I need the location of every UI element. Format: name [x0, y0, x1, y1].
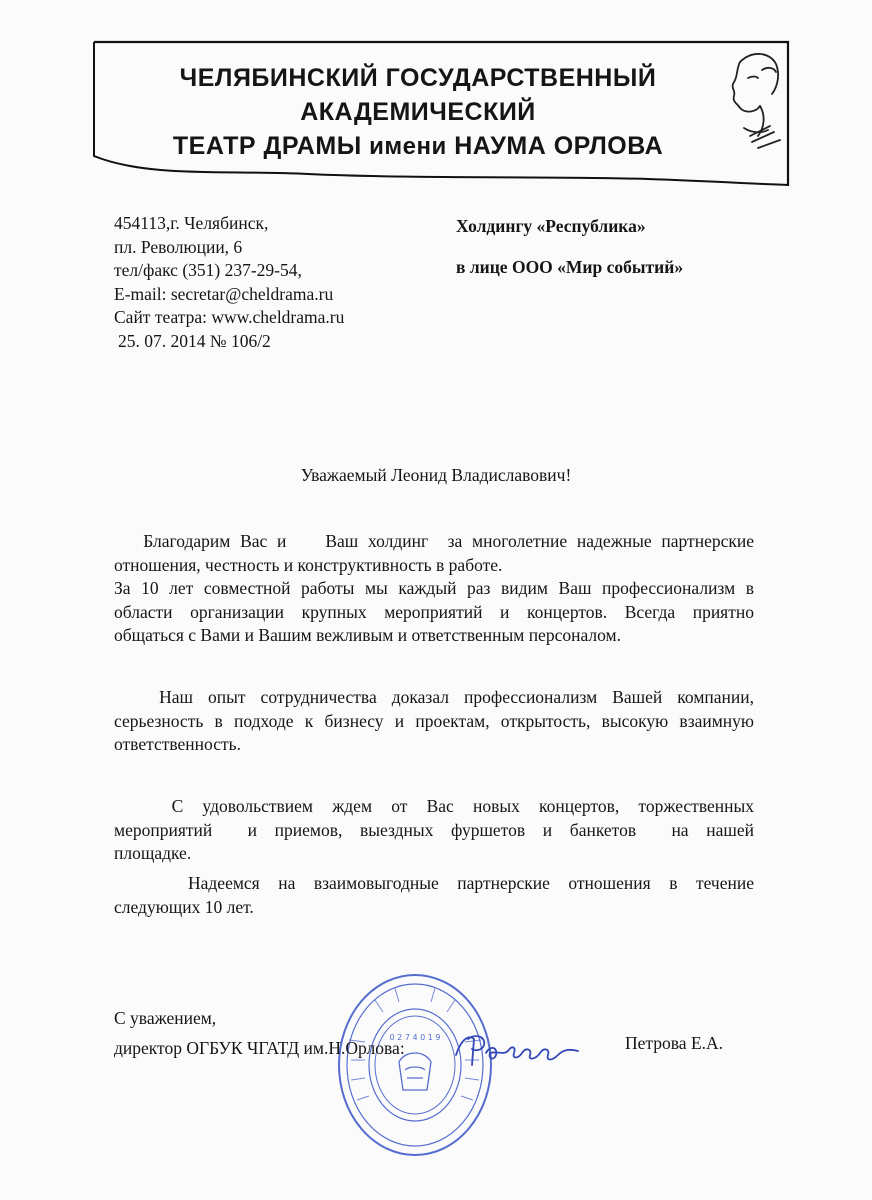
paragraph-1	[114, 530, 754, 577]
letterhead-line-3b: имени	[369, 133, 447, 160]
address-street: пл. Революции, 6	[114, 236, 243, 257]
recipient-line-1: Холдингу «Республика»	[456, 216, 646, 236]
address-postal: 454113,г. Челябинск,	[114, 213, 269, 233]
letterhead-line-3	[88, 132, 748, 161]
paragraph-1-line-1: Благодарим Вас и Ваш холдинг за многолетние надежные партнерские	[114, 531, 754, 551]
paragraph-4-line-1: С удовольствием ждем от Вас новых концертов, торжественных	[114, 796, 754, 816]
signoff-name: Петрова Е.А.	[625, 1033, 724, 1053]
letterhead-line-2: АКАДЕМИЧЕСКИЙ	[300, 98, 536, 126]
paragraph-2-line-1: За 10 лет совместной работы мы каждый раз видим Ваш профессионализм в	[114, 578, 754, 598]
portrait-sketch-logo	[700, 42, 790, 192]
letter-date-number: 25. 07. 2014 № 106/2	[118, 330, 271, 351]
paragraph-1-line-2: отношения, честность и конструктивность в работе.	[114, 554, 503, 575]
paragraph-3	[114, 686, 754, 757]
address-phone: тел/факс (351) 237-29-54,	[114, 260, 302, 280]
paragraph-4-line-2: мероприятий и приемов, выездных фуршетов и банкетов на нашей	[114, 819, 754, 840]
paragraph-5	[114, 872, 754, 919]
paragraph-2-line-2: области организации крупных мероприятий и концертов. Всегда приятно	[114, 601, 754, 622]
recipient-block	[456, 216, 683, 278]
greeting: Уважаемый Леонид Владиславович!	[300, 465, 572, 485]
signoff-position: директор ОГБУК ЧГАТД им.Н.Орлова:	[114, 1038, 405, 1058]
paragraph-3-line-3: ответственность.	[114, 734, 241, 754]
address-email: E-mail: secretar@cheldrama.ru	[114, 283, 334, 304]
signoff-regards: С уважением,	[114, 1008, 217, 1028]
signoff-block	[114, 1003, 405, 1063]
paragraph-3-line-1: Наш опыт сотрудничества доказал профессионализм Вашей компании,	[114, 687, 754, 707]
recipient-line-2: в лице ООО «Мир событий»	[456, 257, 684, 277]
letterhead-line-3a: ТЕАТР ДРАМЫ	[172, 132, 362, 160]
paragraph-5-line-1: Надеемся на взаимовыгодные партнерские отношения в течение	[114, 873, 754, 893]
letterhead	[88, 38, 790, 188]
stamp-number: 0 2 7 4 0 1 9	[389, 1033, 441, 1042]
handwritten-signature	[452, 1025, 582, 1075]
paragraph-4	[114, 795, 754, 866]
address-site: Сайт театра: www.cheldrama.ru	[114, 307, 345, 327]
paragraph-5-line-2: следующих 10 лет.	[114, 896, 254, 917]
paragraph-3-line-2: серьезность в подходе к бизнесу и проектам, открытость, высокую взаимную	[114, 710, 754, 731]
sender-address	[114, 212, 344, 353]
paragraph-2	[114, 577, 754, 648]
letterhead-line-3c: НАУМА ОРЛОВА	[454, 132, 664, 160]
letterhead-line-1: ЧЕЛЯБИНСКИЙ ГОСУДАРСТВЕННЫЙ	[179, 64, 657, 92]
paragraph-2-line-3: общаться с Вами и Вашим вежливым и ответственным персоналом.	[114, 625, 621, 645]
paragraph-4-line-3: площадке.	[114, 843, 192, 863]
